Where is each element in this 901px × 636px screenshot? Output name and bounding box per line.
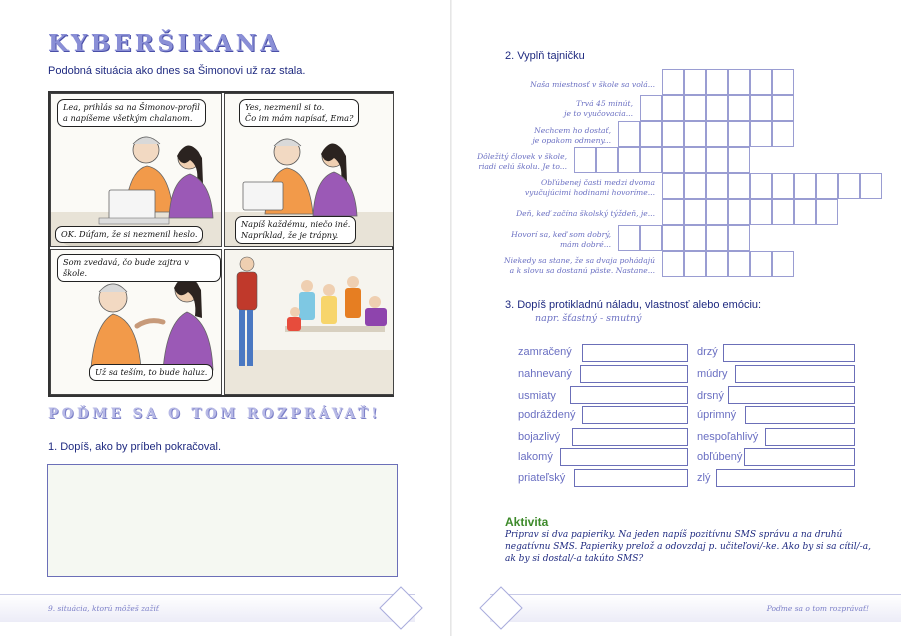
word-right-5: nespoľahlivý — [697, 431, 759, 443]
crossword-cell-r2-c4[interactable] — [706, 95, 728, 121]
crossword-cell-r7-c1[interactable] — [618, 225, 640, 251]
speech-bubble-4 — [235, 216, 356, 244]
comic-illustration-4 — [225, 250, 394, 395]
bubble-line: Napríklad, že je trápny. — [241, 230, 339, 240]
crossword-cell-r6-c8[interactable] — [816, 199, 838, 225]
question-3: 3. Dopíš protikladnú náladu, vlastnosť alebo emóciu: — [505, 299, 762, 311]
crossword-cell-r8-c2[interactable] — [684, 251, 706, 277]
crossword-cell-r1-c6[interactable] — [772, 69, 794, 95]
crossword-cell-r5-c4[interactable] — [728, 173, 750, 199]
crossword-cell-r6-c5[interactable] — [750, 199, 772, 225]
word-right-6: obľúbený — [697, 451, 743, 463]
crossword-cell-r3-c4[interactable] — [684, 121, 706, 147]
left-page — [0, 0, 450, 636]
crossword-cell-r3-c6[interactable] — [728, 121, 750, 147]
crossword-cell-r5-c1[interactable] — [662, 173, 684, 199]
question-1: 1. Dopíš, ako by príbeh pokračoval. — [48, 441, 222, 453]
crossword-cell-r6-c3[interactable] — [706, 199, 728, 225]
speech-bubble-5 — [57, 254, 221, 282]
clue-line: je to vyučovacia... — [564, 109, 633, 118]
word-right-2: múdry — [697, 368, 728, 380]
crossword-cell-r8-c4[interactable] — [728, 251, 750, 277]
crossword-cell-r5-c9[interactable] — [838, 173, 860, 199]
crossword-cell-r5-c8[interactable] — [816, 173, 838, 199]
word-left-1: zamračený — [518, 346, 572, 358]
crossword-cell-r6-c6[interactable] — [772, 199, 794, 225]
crossword-cell-r4-c1[interactable] — [574, 147, 596, 173]
bubble-line: Už sa teším, to bude haluz. — [95, 367, 208, 377]
crossword-clue-3 — [532, 126, 611, 146]
crossword-cell-r3-c3[interactable] — [662, 121, 684, 147]
opposite-field-right-2[interactable] — [735, 365, 855, 383]
opposite-field-right-7[interactable] — [716, 469, 855, 487]
crossword-cell-r6-c7[interactable] — [794, 199, 816, 225]
crossword-cell-r5-c6[interactable] — [772, 173, 794, 199]
crossword-cell-r1-c2[interactable] — [684, 69, 706, 95]
clue-line: Trvá 45 minút, — [576, 99, 633, 108]
crossword-cell-r2-c2[interactable] — [662, 95, 684, 121]
clue-line: Dôležitý človek v škole, — [477, 152, 567, 161]
opposite-field-right-6[interactable] — [744, 448, 855, 466]
crossword-cell-r3-c1[interactable] — [618, 121, 640, 147]
opposite-field-left-2[interactable] — [580, 365, 688, 383]
crossword-cell-r2-c5[interactable] — [728, 95, 750, 121]
word-right-4: úprimný — [697, 409, 737, 421]
crossword-cell-r4-c2[interactable] — [596, 147, 618, 173]
crossword-cell-r8-c3[interactable] — [706, 251, 728, 277]
crossword-cell-r8-c1[interactable] — [662, 251, 684, 277]
footer-band — [490, 594, 901, 622]
crossword-cell-r7-c5[interactable] — [706, 225, 728, 251]
word-left-7: priateľský — [518, 472, 566, 484]
crossword-cell-r5-c7[interactable] — [794, 173, 816, 199]
opposite-field-left-7[interactable] — [574, 469, 688, 487]
opposite-field-right-1[interactable] — [723, 344, 855, 362]
opposite-field-left-5[interactable] — [572, 428, 688, 446]
bubble-line: Čo im mám napísať, Ema? — [245, 113, 354, 123]
clue-line: Deň, keď začína školský týždeň, je... — [516, 209, 655, 218]
clue-line: Niekedy sa stane, že sa dvaja pohádajú — [504, 256, 655, 265]
question-2: 2. Vyplň tajničku — [505, 50, 585, 62]
bubble-line: Som zvedavá, čo bude zajtra v škole. — [63, 257, 189, 278]
comic-panel-4 — [224, 249, 394, 395]
word-left-4: podráždený — [518, 409, 576, 421]
clue-line: a k slovu sa dostanú päste. Nastane... — [509, 266, 655, 275]
crossword-cell-r2-c1[interactable] — [640, 95, 662, 121]
crossword-cell-r7-c2[interactable] — [640, 225, 662, 251]
crossword-cell-r3-c8[interactable] — [772, 121, 794, 147]
crossword-cell-r5-c10[interactable] — [860, 173, 882, 199]
comic-strip — [48, 91, 394, 397]
opposite-field-right-4[interactable] — [745, 406, 855, 424]
footer-band — [0, 594, 415, 622]
page-subtitle: Podobná situácia ako dnes sa Šimonovi už raz stala. — [48, 65, 306, 77]
bubble-line: OK. Dúfam, že si nezmenil heslo. — [61, 229, 198, 239]
crossword-clue-1 — [530, 80, 655, 90]
opposite-field-right-5[interactable] — [765, 428, 855, 446]
crossword-cell-r1-c1[interactable] — [662, 69, 684, 95]
story-continuation-box[interactable] — [47, 464, 398, 577]
speech-bubble-6 — [89, 364, 213, 381]
crossword-cell-r8-c6[interactable] — [772, 251, 794, 277]
crossword-cell-r6-c2[interactable] — [684, 199, 706, 225]
speech-bubble-1 — [57, 99, 206, 127]
crossword-clue-2 — [564, 99, 633, 119]
page-number-diamond — [378, 585, 424, 631]
comic-panel-3 — [50, 249, 222, 395]
speech-bubble-2 — [55, 226, 203, 243]
crossword-cell-r3-c7[interactable] — [750, 121, 772, 147]
bubble-line: Napíš každému, niečo iné. — [241, 219, 351, 229]
crossword-cell-r7-c4[interactable] — [684, 225, 706, 251]
word-left-3: usmiaty — [518, 390, 556, 402]
example-text: napr. šťastný - smutný — [535, 313, 642, 324]
footer-text: Poďme sa o tom rozprávať! — [766, 604, 869, 613]
crossword-cell-r4-c4[interactable] — [640, 147, 662, 173]
clue-line: Naša miestnosť v škole sa volá... — [530, 80, 655, 89]
bubble-line: a napíšeme všetkým chalanom. — [63, 113, 193, 123]
crossword-cell-r4-c7[interactable] — [706, 147, 728, 173]
footer-text: 9. situácia, ktorú môžeš zažiť — [48, 604, 159, 613]
speech-bubble-3 — [239, 99, 359, 127]
crossword-cell-r5-c2[interactable] — [684, 173, 706, 199]
crossword-clue-7 — [511, 230, 611, 250]
crossword-cell-r3-c2[interactable] — [640, 121, 662, 147]
clue-line: Hovorí sa, keď som dobrý, — [511, 230, 611, 239]
word-left-5: bojazlivý — [518, 431, 561, 443]
crossword-cell-r1-c5[interactable] — [750, 69, 772, 95]
activity-title: Aktivita — [505, 515, 549, 529]
opposite-field-left-3[interactable] — [570, 386, 688, 404]
opposite-field-left-6[interactable] — [560, 448, 688, 466]
opposite-field-right-3[interactable] — [728, 386, 855, 404]
crossword-clue-6 — [516, 209, 655, 219]
crossword-cell-r6-c4[interactable] — [728, 199, 750, 225]
word-left-2: nahnevaný — [518, 368, 572, 380]
word-right-3: drsný — [697, 390, 724, 402]
bubble-line: Yes, nezmenil si to. — [245, 102, 325, 112]
clue-line: vyučujúcimi hodinami hovoríme... — [524, 188, 655, 197]
activity-text: Priprav si dva papieriky. Na jeden napíš pozitívnu SMS správu a na druhú negatívnu SMS. Papieriky prelož a odovzdaj p. učiteľovi/-ke. Ako by si sa cítil/-a, ak by si dostal/-a takúto SMS? — [505, 530, 871, 564]
crossword-cell-r2-c6[interactable] — [750, 95, 772, 121]
crossword-cell-r3-c5[interactable] — [706, 121, 728, 147]
clue-line: Nechcem ho dostať, — [534, 126, 611, 135]
crossword-cell-r4-c8[interactable] — [728, 147, 750, 173]
crossword-clue-5 — [525, 178, 655, 198]
crossword-clue-8 — [504, 256, 655, 276]
discussion-banner: POĎME SA O TOM ROZPRÁVAŤ! — [48, 406, 381, 422]
crossword-cell-r4-c6[interactable] — [684, 147, 706, 173]
opposite-field-left-4[interactable] — [582, 406, 688, 424]
opposite-field-left-1[interactable] — [582, 344, 688, 362]
clue-line: mám dobré... — [559, 240, 611, 249]
crossword-cell-r5-c3[interactable] — [706, 173, 728, 199]
crossword-cell-r5-c5[interactable] — [750, 173, 772, 199]
crossword-cell-r7-c6[interactable] — [728, 225, 750, 251]
crossword-cell-r6-c1[interactable] — [662, 199, 684, 225]
clue-line: riadi celú školu. Je to... — [478, 162, 567, 171]
crossword-cell-r2-c3[interactable] — [684, 95, 706, 121]
right-page — [452, 0, 901, 636]
crossword-cell-r1-c3[interactable] — [706, 69, 728, 95]
crossword-cell-r2-c7[interactable] — [772, 95, 794, 121]
crossword-cell-r4-c5[interactable] — [662, 147, 684, 173]
crossword-cell-r1-c4[interactable] — [728, 69, 750, 95]
bubble-line: Lea, prihlás sa na Šimonov-profil — [63, 102, 200, 112]
comic-panel-1 — [50, 93, 222, 247]
crossword-cell-r7-c3[interactable] — [662, 225, 684, 251]
clue-line: Obľúbenej časti medzi dvoma — [541, 178, 655, 187]
word-right-1: drzý — [697, 346, 718, 358]
page-title: KYBERŠIKANA — [48, 30, 282, 57]
word-right-7: zlý — [697, 472, 711, 484]
page-number-diamond — [478, 585, 524, 631]
crossword-clue-4 — [477, 152, 567, 172]
comic-panel-2 — [224, 93, 394, 247]
crossword-cell-r4-c3[interactable] — [618, 147, 640, 173]
word-left-6: lakomý — [518, 451, 553, 463]
clue-line: je opakom odmeny... — [532, 136, 611, 145]
crossword-cell-r8-c5[interactable] — [750, 251, 772, 277]
